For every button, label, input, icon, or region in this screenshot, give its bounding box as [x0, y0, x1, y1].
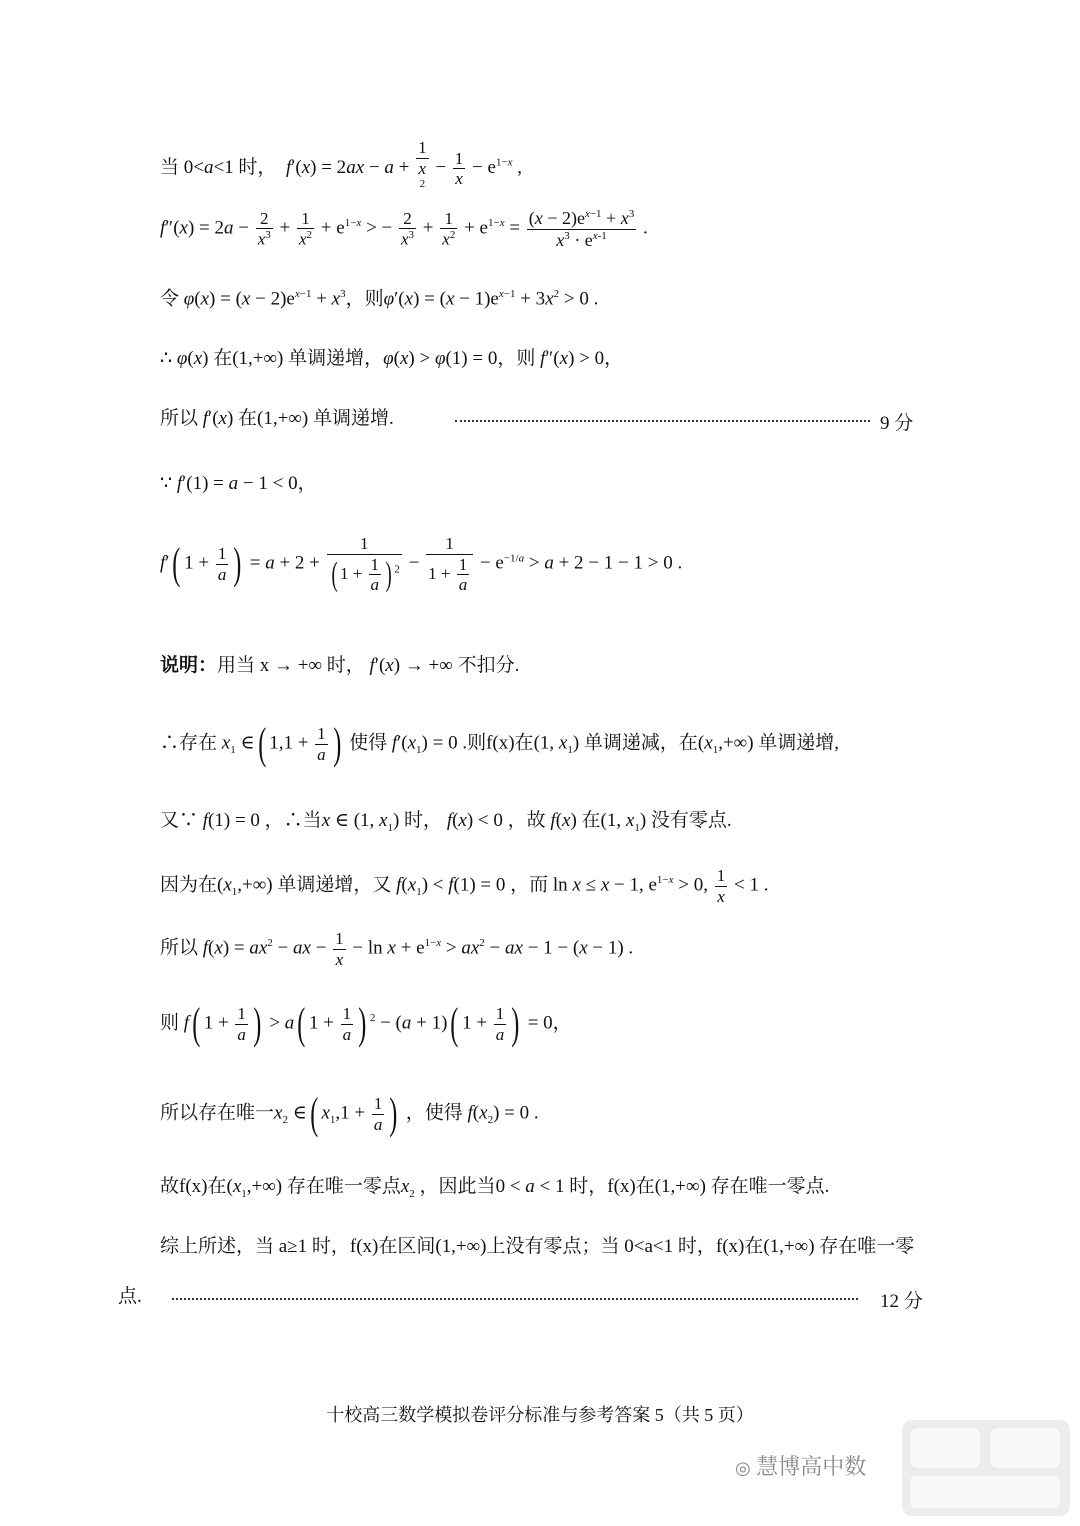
- line-f-estimate: 所以 $f(x) = ax^2$ − ax − $\frac{1}{x}$ − $\ln x + e^{1-x} > ax^2$ − ax − 1 − (x − 1) .: [160, 929, 634, 969]
- line-fprime-estimate: f′( 1 + $\frac{1}{a}$ ) = a + 2 + 1 ( 1 + $\frac{1}{a}$ ) $^2$ − 1 1 + $\frac{1}{a}$ − $e^{-1/a} > a + 2 - 1 - 1 > 0$ .: [160, 534, 683, 595]
- score-leader-dots-2: [172, 1298, 858, 1300]
- line-fprime-monotone: 所以 f′(x) 在(1,+∞) 单调递增.: [160, 408, 394, 429]
- line-last: 点.: [118, 1286, 142, 1307]
- formula-f-prime: f′(x) = 2ax − a + 1 x $^2$ − $\frac{1}{x}$ − $e^{1-x}$ ,: [285, 138, 523, 191]
- score-leader-dots: [455, 420, 870, 422]
- score-12: 12 分: [880, 1291, 923, 1312]
- line-second-derivative: f″(x) = 2a − $\frac{2}{x^3}$ + $\frac{1}{x^2}$ + $e^{1-x}$ > − $\frac{2}{x^3}$ + $\frac{1}{x^2}$ + $e^{1-x}$ = $\frac{(x - 2)e^{x-1} + x^3}{x^3 \cdot e^{x-1}}$ .: [160, 208, 648, 250]
- score-9: 9 分: [880, 413, 914, 434]
- line-summary: 综上所述，当 a≥1 时，f(x)在区间(1,+∞)上没有零点；当 0<a<1 时，f(x)在(1,+∞) 存在唯一零: [160, 1236, 915, 1257]
- line-phi-monotone: ∴ φ(x) 在(1,+∞) 单调递增，φ(x) > φ(1) = 0，则 f″(x) > 0，: [160, 348, 624, 369]
- wechat-watermark: ◎ 慧博高中数: [735, 1454, 867, 1479]
- line-f-at-point: 则 f( 1 + $\frac{1}{a}$ ) > a( 1 + $\frac{1}{a}$ ) $^2$ − (a + 1)( 1 + $\frac{1}{a}$ ) = 0，: [160, 999, 572, 1048]
- line-unique-x2: 所以存在唯一$x_2$ ∈( $x_1,1$ + $\frac{1}{a}$ ) ，使得 $f(x_2) = 0$ .: [160, 1089, 539, 1138]
- line-exist-x1: ∴存在 $x_1$ ∈( 1,1 + $\frac{1}{a}$ ) 使得 $f'(x_1) = 0$ .则f(x)在(1, $x_1$) 单调递减，在$(x_1,+\infty)$ 单调递增,: [160, 719, 840, 768]
- line-phi: 令 $\varphi(x) = (x - 2)e^{x-1} + x^3$，则$\varphi'(x) = (x - 1)e^{x-1} + 3x^2 > 0$ .: [160, 288, 599, 310]
- line-no-zero: 又∵ f(1) = 0 ，∴当x ∈ (1, $x_1$) 时， f(x) < 0 ，故 f(x) 在(1, $x_1$) 没有零点.: [160, 810, 732, 834]
- page-footer: 十校高三数学模拟卷评分标准与参考答案 5（共 5 页）: [326, 1405, 754, 1425]
- line-because: 因为在$(x_1,+\infty)$ 单调递增，又 $f(x_1) < f(1) = 0$ ，而 ln x ≤ x − 1, $e^{1-x} > 0$, $\frac{1}{x}$ < 1 .: [160, 866, 769, 906]
- line-conclusion: 故f(x)在$(x_1,+\infty)$ 存在唯一零点$x_2$ ，因此当0 < a < 1 时，f(x)在(1,+∞) 存在唯一零点.: [160, 1176, 830, 1200]
- line-fprime-at-1: ∵ f′(1) = a − 1 < 0，: [160, 473, 317, 494]
- wechat-icon: ◎: [735, 1458, 751, 1479]
- line-note: 说明：用当 x → +∞ 时， f′(x) → +∞ 不扣分.: [160, 655, 520, 676]
- line-derivative: 当 0<a<1 时， f′(x) = 2ax − a + 1 x $^2$ − $\frac{1}{x}$ − $e^{1-x}$ ,: [160, 138, 523, 191]
- mxqe-logo-icon: [900, 1418, 1072, 1518]
